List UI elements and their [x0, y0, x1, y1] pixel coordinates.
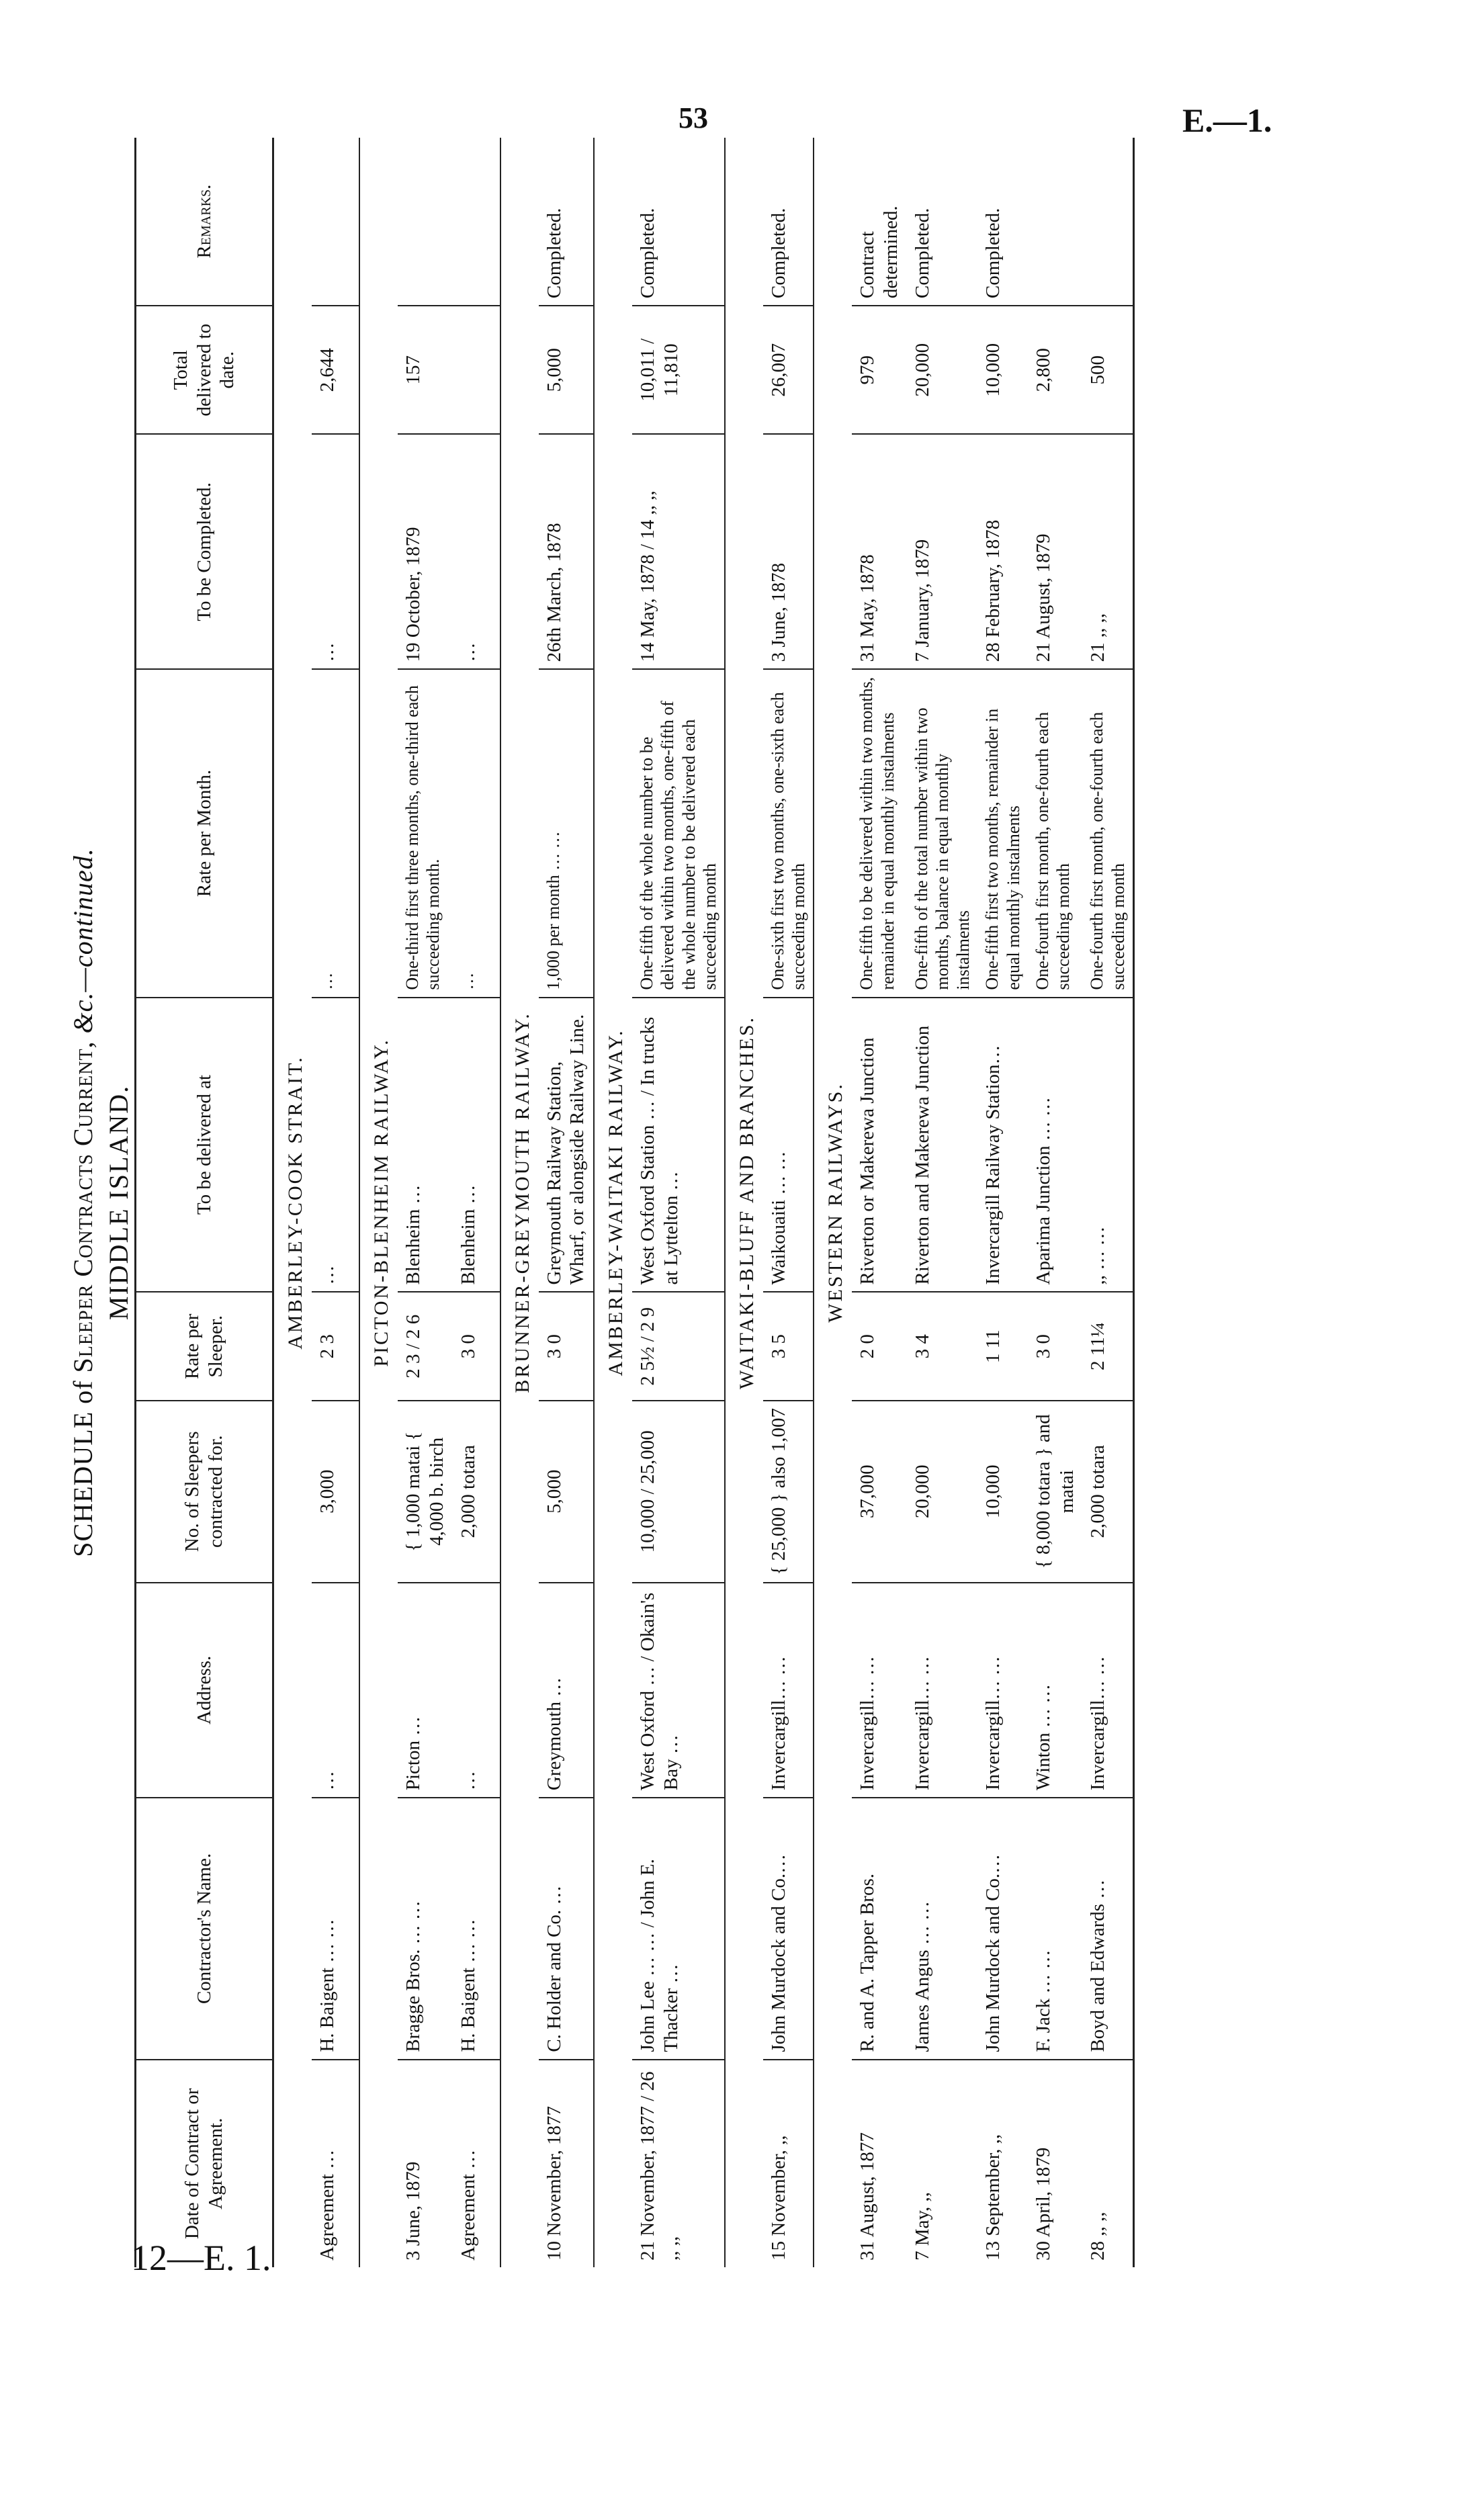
table-row — [1082, 138, 1133, 2267]
cell-rate-month: 1,000 per month … … — [539, 669, 595, 997]
cell-remarks: Completed. — [982, 208, 1004, 299]
cell-address: … — [312, 1583, 359, 1798]
cell-address: Greymouth … — [539, 1583, 595, 1798]
cell-total: 10,000 — [977, 306, 1027, 434]
cell-number: 10,000 — [977, 1401, 1027, 1583]
cell-rate-month: … — [453, 669, 500, 997]
cell-number: 10,000 / 25,000 — [632, 1401, 725, 1583]
cell-remarks: Completed. — [543, 208, 565, 299]
cell-address: … — [453, 1583, 500, 1798]
section-title: AMBERLEY-WAITAKI RAILWAY. — [594, 138, 632, 2267]
cell-date: 7 May, ,, — [907, 2060, 978, 2267]
cell-completed: … — [453, 434, 500, 669]
cell-delivered-at: Waikouaiti … … — [763, 998, 814, 1292]
section-title: PICTON-BLENHEIM RAILWAY. — [359, 138, 398, 2267]
section-title: BRUNNER-GREYMOUTH RAILWAY. — [500, 138, 539, 2267]
cell-rate-month: One-fourth first month, one-fourth each succeeding month — [1028, 669, 1083, 997]
section-header-row — [359, 138, 398, 2267]
col-delivered-at: To be delivered at — [136, 998, 273, 1292]
cell-completed: 21 ,, ,, — [1082, 434, 1133, 669]
table-row — [632, 138, 725, 2267]
cell-rate: 3 0 — [1028, 1292, 1083, 1401]
document-code: E.—1. — [1182, 101, 1272, 139]
cell-delivered-at: Invercargill Railway Station… — [977, 998, 1027, 1292]
cell-number: 20,000 — [907, 1401, 978, 1583]
table-row — [763, 138, 814, 2267]
cell-remarks — [398, 138, 453, 306]
cell-rate: 2 5½ / 2 9 — [632, 1292, 725, 1401]
cell-delivered-at: ,, … … — [1082, 998, 1133, 1292]
section-title: AMBERLEY-COOK STRAIT. — [273, 138, 312, 2267]
cell-rate: 3 5 — [763, 1292, 814, 1401]
sleeper-contracts-table — [134, 138, 1135, 2267]
cell-address: Invercargill… … — [977, 1583, 1027, 1798]
cell-contractor: H. Baigent … … — [312, 1798, 359, 2060]
cell-total: 2,800 — [1028, 306, 1083, 434]
cell-address: Invercargill… … — [852, 1583, 907, 1798]
cell-delivered-at: Aparima Junction … … — [1028, 998, 1083, 1292]
cell-completed: 14 May, 1878 / 14 ,, ,, — [632, 434, 725, 669]
cell-completed: 3 June, 1878 — [763, 434, 814, 669]
cell-contractor: Boyd and Edwards … — [1082, 1798, 1133, 2060]
cell-total: 979 — [852, 306, 907, 434]
table-row — [852, 138, 907, 2267]
section-title: WESTERN RAILWAYS. — [814, 138, 852, 2267]
col-date: Date of Contract or Agreement. — [136, 2060, 273, 2267]
cell-address: Picton … — [398, 1583, 453, 1798]
col-total: Total delivered to date. — [136, 306, 273, 434]
cell-delivered-at: Riverton or Makerewa Junction — [852, 998, 907, 1292]
cell-completed: 21 August, 1879 — [1028, 434, 1083, 669]
title-italic: &c.—continued. — [68, 848, 98, 1034]
table-row — [1028, 138, 1083, 2267]
cell-date: 21 November, 1877 / 26 ,, ,, — [632, 2060, 725, 2267]
cell-address: Invercargill… … — [763, 1583, 814, 1798]
title-main: Sleeper Contracts Current — [68, 1048, 98, 1373]
table-row — [907, 138, 978, 2267]
cell-contractor: John Murdock and Co.… — [763, 1798, 814, 2060]
section-header-row — [273, 138, 312, 2267]
cell-contractor: R. and A. Tapper Bros. — [852, 1798, 907, 2060]
cell-number: 37,000 — [852, 1401, 907, 1583]
cell-number: { 1,000 matai { 4,000 b. birch — [398, 1401, 453, 1583]
cell-date: 10 November, 1877 — [539, 2060, 595, 2267]
cell-contractor: H. Baigent … … — [453, 1798, 500, 2060]
cell-rate-month: One-fifth of the total number within two months, balance in equal monthly instalments — [907, 669, 978, 997]
cell-rate: 3 0 — [453, 1292, 500, 1401]
cell-rate: 3 4 — [907, 1292, 978, 1401]
cell-completed: … — [312, 434, 359, 669]
cell-number: 2,000 totara — [1082, 1401, 1133, 1583]
section-header-row — [814, 138, 852, 2267]
cell-completed: 7 January, 1879 — [907, 434, 978, 669]
cell-date: Agreement … — [453, 2060, 500, 2267]
table-row — [312, 138, 359, 2267]
cell-remarks — [1028, 138, 1083, 306]
table-body — [273, 138, 1134, 2267]
cell-remarks: Completed. — [911, 208, 933, 299]
cell-contractor: Bragge Bros. … … — [398, 1798, 453, 2060]
cell-rate: 2 3 / 2 6 — [398, 1292, 453, 1401]
cell-date: 13 September, ,, — [977, 2060, 1027, 2267]
cell-date: 3 June, 1879 — [398, 2060, 453, 2267]
cell-number: 3,000 — [312, 1401, 359, 1583]
rotated-table-region — [60, 138, 1337, 2267]
cell-completed: 31 May, 1878 — [852, 434, 907, 669]
cell-date: 28 ,, ,, — [1082, 2060, 1133, 2267]
cell-address: Winton … … — [1028, 1583, 1083, 1798]
table-row — [398, 138, 453, 2267]
table-row — [539, 138, 595, 2267]
cell-total: 5,000 — [539, 306, 595, 434]
col-number: No. of Sleepers contracted for. — [136, 1401, 273, 1583]
cell-total: 2,644 — [312, 306, 359, 434]
col-completed: To be Completed. — [136, 434, 273, 669]
cell-address: West Oxford … / Okain's Bay … — [632, 1583, 725, 1798]
cell-delivered-at: West Oxford Station … / In trucks at Lyttelton … — [632, 998, 725, 1292]
cell-rate: 1 11 — [977, 1292, 1027, 1401]
section-header-row — [594, 138, 632, 2267]
cell-total: 10,011 / 11,810 — [632, 306, 725, 434]
section-title: WAITAKI-BLUFF AND BRANCHES. — [725, 138, 763, 2267]
cell-remarks: Completed. — [637, 208, 659, 299]
col-rate-month: Rate per Month. — [136, 669, 273, 997]
cell-rate: 3 0 — [539, 1292, 595, 1401]
cell-address: Invercargill… … — [1082, 1583, 1133, 1798]
cell-delivered-at: Greymouth Railway Station, Wharf, or alongside Railway Line. — [539, 998, 595, 1292]
cell-completed: 26th March, 1878 — [539, 434, 595, 669]
rotated-content — [60, 138, 1337, 2267]
cell-address: Invercargill… … — [907, 1583, 978, 1798]
title-suffix: , — [68, 1033, 98, 1049]
cell-delivered-at: Blenheim … — [398, 998, 453, 1292]
cell-number: { 8,000 totara } and matai — [1028, 1401, 1083, 1583]
cell-date: 31 August, 1877 — [852, 2060, 907, 2267]
header-row — [136, 138, 273, 2267]
cell-total: 26,007 — [763, 306, 814, 434]
cell-rate-month: … — [312, 669, 359, 997]
cell-rate-month: One-fifth first two months, remainder in equal monthly instalments — [977, 669, 1027, 997]
cell-rate-month: One-fifth of the whole number to be delivered within two months, one-fifth of the whole number to be delivered each succeeding month — [632, 669, 725, 997]
cell-number: 2,000 totara — [453, 1401, 500, 1583]
cell-total: 20,000 — [907, 306, 978, 434]
cell-date: Agreement … — [312, 2060, 359, 2267]
cell-remarks — [312, 138, 359, 306]
col-contractor: Contractor's Name. — [136, 1798, 273, 2060]
table-row — [977, 138, 1027, 2267]
cell-rate-month: One-third first three months, one-third each succeeding month. — [398, 669, 453, 997]
cell-number: 5,000 — [539, 1401, 595, 1583]
cell-completed: 28 February, 1878 — [977, 434, 1027, 669]
cell-remarks — [1082, 138, 1133, 306]
cell-delivered-at: Riverton and Makerewa Junction — [907, 998, 978, 1292]
table-row — [453, 138, 500, 2267]
page-number: 53 — [679, 101, 708, 134]
col-remarks: Remarks. — [136, 138, 273, 306]
cell-rate: 2 0 — [852, 1292, 907, 1401]
cell-total: 500 — [1082, 306, 1133, 434]
schedule-title — [67, 138, 99, 2267]
schedule-subtitle: MIDDLE ISLAND. — [103, 1084, 134, 1321]
cell-contractor: John Lee … … / John E. Thacker … — [632, 1798, 725, 2060]
cell-rate: 2 11¼ — [1082, 1292, 1133, 1401]
cell-remarks — [453, 138, 500, 306]
cell-date: 30 April, 1879 — [1028, 2060, 1083, 2267]
cell-contractor: John Murdock and Co.… — [977, 1798, 1027, 2060]
cell-completed: 19 October, 1879 — [398, 434, 453, 669]
cell-total — [453, 306, 500, 434]
cell-contractor: James Angus … … — [907, 1798, 978, 2060]
cell-delivered-at: … — [312, 998, 359, 1292]
cell-contractor: C. Holder and Co. … — [539, 1798, 595, 2060]
cell-rate-month: One-fifth to be delivered within two months, remainder in equal monthly instalments — [852, 669, 907, 997]
col-rate: Rate per Sleeper. — [136, 1292, 273, 1401]
section-header-row — [500, 138, 539, 2267]
cell-remarks: Contract determined. — [857, 206, 902, 299]
cell-number: { 25,000 } also 1,007 — [763, 1401, 814, 1583]
section-header-row — [725, 138, 763, 2267]
cell-rate-month: One-fourth first month, one-fourth each succeeding month — [1082, 669, 1133, 997]
col-address: Address. — [136, 1583, 273, 1798]
cell-rate: 2 3 — [312, 1292, 359, 1401]
footer-reference: 12—E. 1. — [131, 2238, 271, 2278]
cell-rate-month: One-sixth first two months, one-sixth each succeeding month — [763, 669, 814, 997]
cell-delivered-at: Blenheim … — [453, 998, 500, 1292]
cell-remarks: Completed. — [767, 208, 789, 299]
cell-total: 157 — [398, 306, 453, 434]
title-prefix: SCHEDULE of — [68, 1372, 98, 1557]
cell-contractor: F. Jack … … — [1028, 1798, 1083, 2060]
cell-date: 15 November, ,, — [763, 2060, 814, 2267]
